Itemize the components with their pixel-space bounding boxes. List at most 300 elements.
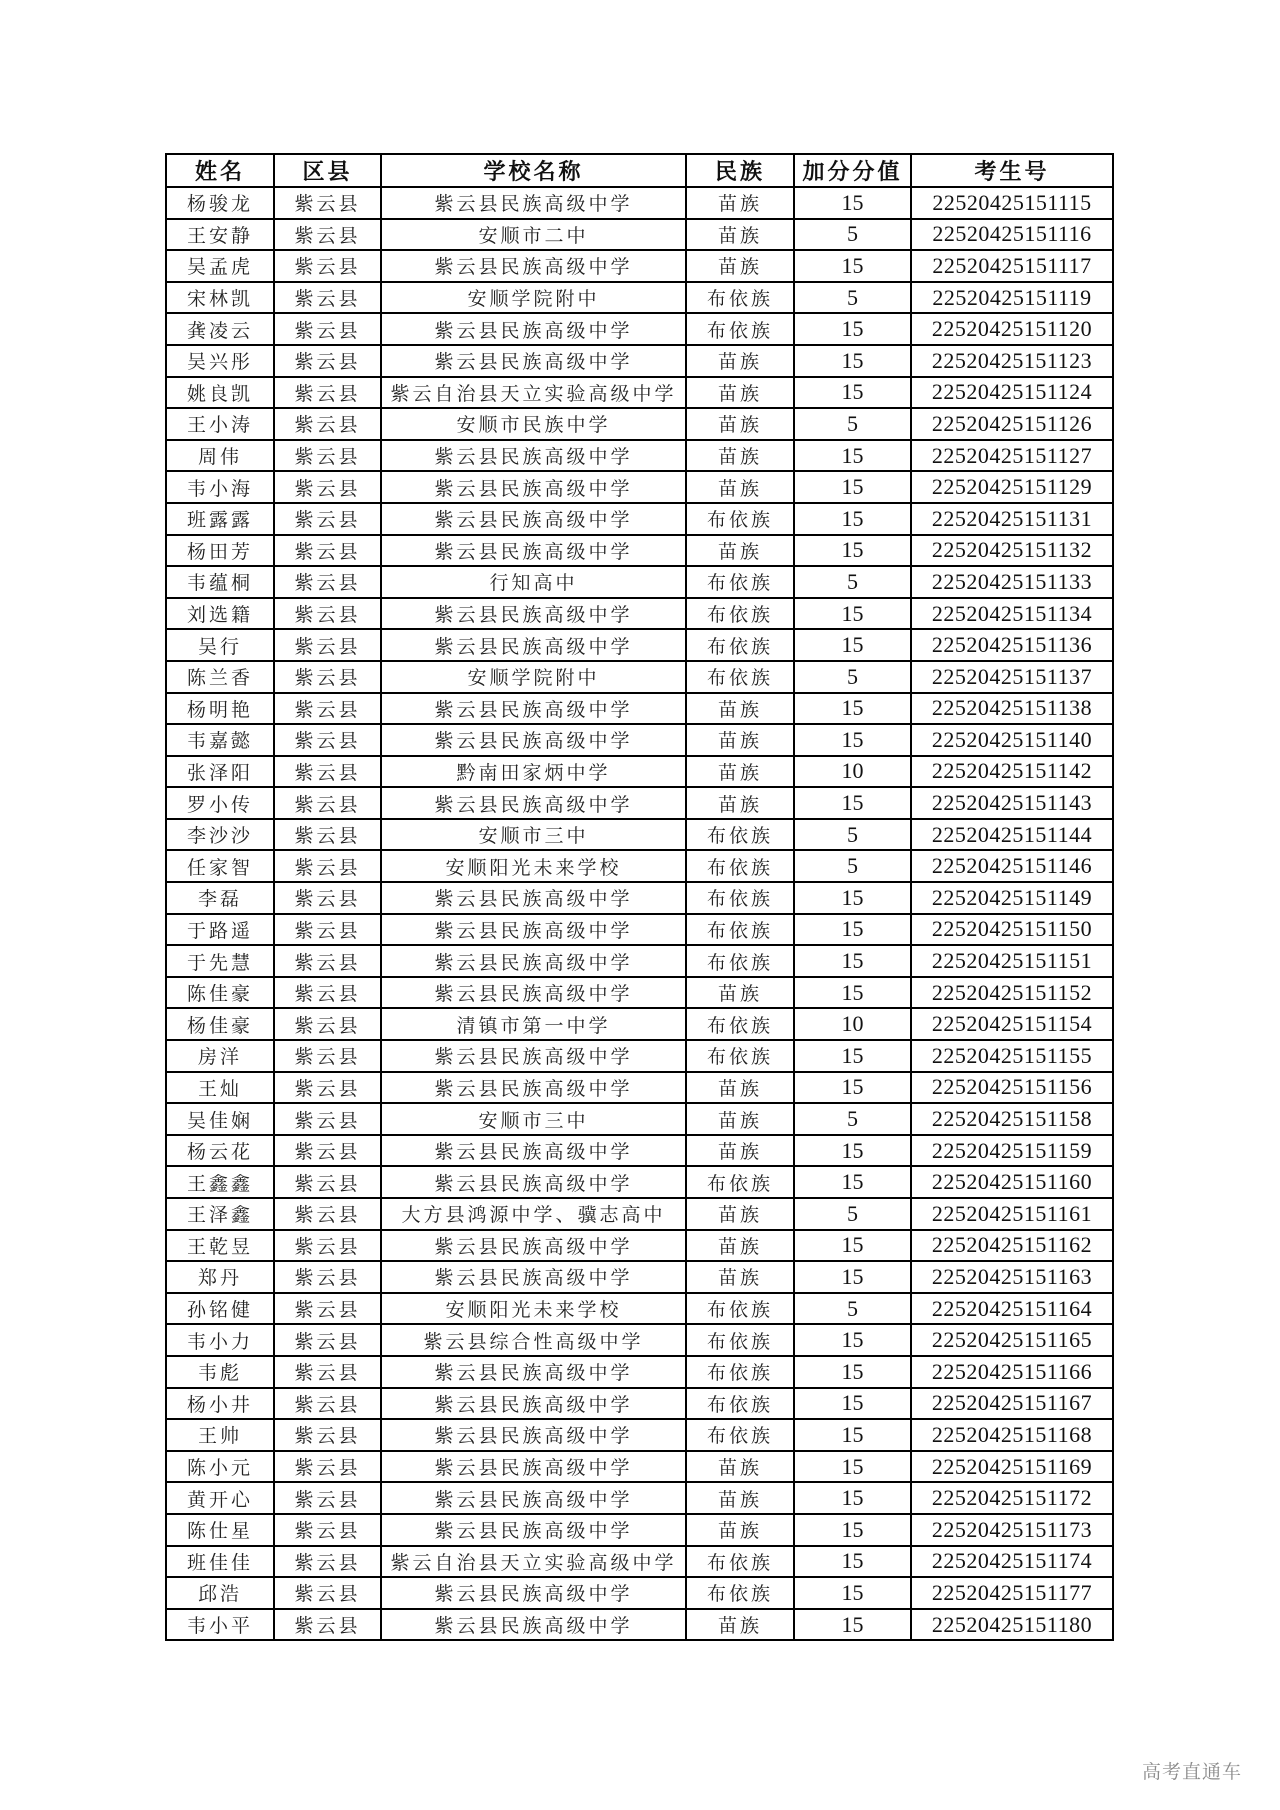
cell-ethnicity: 苗族 — [686, 1230, 794, 1262]
cell-bonus-points: 15 — [794, 945, 911, 977]
cell-bonus-points: 15 — [794, 1261, 911, 1293]
cell-exam-id: 22520425151177 — [911, 1577, 1113, 1609]
cell-school: 紫云县民族高级中学 — [381, 1040, 686, 1072]
cell-name: 杨小井 — [166, 1388, 274, 1420]
cell-district: 紫云县 — [274, 977, 381, 1009]
cell-district: 紫云县 — [274, 440, 381, 472]
table-row — [166, 882, 1113, 914]
cell-ethnicity: 苗族 — [686, 1103, 794, 1135]
cell-school: 紫云县民族高级中学 — [381, 1135, 686, 1167]
cell-bonus-points: 15 — [794, 1388, 911, 1420]
table-row — [166, 282, 1113, 314]
table-row — [166, 377, 1113, 409]
cell-exam-id: 22520425151169 — [911, 1451, 1113, 1483]
cell-school: 紫云县民族高级中学 — [381, 1230, 686, 1262]
cell-school: 紫云县民族高级中学 — [381, 1261, 686, 1293]
cell-exam-id: 22520425151138 — [911, 693, 1113, 725]
table-row — [166, 345, 1113, 377]
cell-bonus-points: 5 — [794, 661, 911, 693]
cell-bonus-points: 5 — [794, 408, 911, 440]
cell-ethnicity: 布依族 — [686, 1040, 794, 1072]
cell-bonus-points: 5 — [794, 282, 911, 314]
cell-ethnicity: 布依族 — [686, 1324, 794, 1356]
cell-school: 紫云县民族高级中学 — [381, 1482, 686, 1514]
cell-name: 邱浩 — [166, 1577, 274, 1609]
cell-name: 韦嘉懿 — [166, 724, 274, 756]
cell-school: 紫云县民族高级中学 — [381, 440, 686, 472]
cell-district: 紫云县 — [274, 1546, 381, 1578]
cell-bonus-points: 15 — [794, 1577, 911, 1609]
cell-school: 紫云县民族高级中学 — [381, 598, 686, 630]
cell-bonus-points: 15 — [794, 1482, 911, 1514]
cell-district: 紫云县 — [274, 408, 381, 440]
cell-school: 紫云县民族高级中学 — [381, 471, 686, 503]
table-row — [166, 661, 1113, 693]
header-district: 区县 — [274, 154, 381, 187]
cell-name: 吴孟虎 — [166, 250, 274, 282]
cell-district: 紫云县 — [274, 282, 381, 314]
cell-exam-id: 22520425151120 — [911, 313, 1113, 345]
cell-exam-id: 22520425151140 — [911, 724, 1113, 756]
cell-exam-id: 22520425151137 — [911, 661, 1113, 693]
table-row — [166, 1008, 1113, 1040]
cell-district: 紫云县 — [274, 1072, 381, 1104]
cell-name: 罗小传 — [166, 787, 274, 819]
table-row — [166, 1261, 1113, 1293]
cell-district: 紫云县 — [274, 756, 381, 788]
cell-bonus-points: 15 — [794, 1072, 911, 1104]
cell-bonus-points: 5 — [794, 219, 911, 251]
cell-exam-id: 22520425151168 — [911, 1419, 1113, 1451]
cell-name: 姚良凯 — [166, 377, 274, 409]
cell-ethnicity: 苗族 — [686, 1609, 794, 1641]
cell-name: 杨骏龙 — [166, 187, 274, 219]
cell-district: 紫云县 — [274, 250, 381, 282]
cell-school: 清镇市第一中学 — [381, 1008, 686, 1040]
cell-bonus-points: 15 — [794, 313, 911, 345]
cell-district: 紫云县 — [274, 1293, 381, 1325]
cell-exam-id: 22520425151155 — [911, 1040, 1113, 1072]
cell-exam-id: 22520425151127 — [911, 440, 1113, 472]
cell-district: 紫云县 — [274, 882, 381, 914]
cell-district: 紫云县 — [274, 1609, 381, 1641]
cell-school: 安顺市三中 — [381, 819, 686, 851]
cell-name: 王安静 — [166, 219, 274, 251]
cell-bonus-points: 15 — [794, 1135, 911, 1167]
table-row — [166, 408, 1113, 440]
cell-ethnicity: 苗族 — [686, 1482, 794, 1514]
cell-district: 紫云县 — [274, 693, 381, 725]
cell-bonus-points: 15 — [794, 598, 911, 630]
cell-school: 紫云县民族高级中学 — [381, 503, 686, 535]
cell-bonus-points: 15 — [794, 1230, 911, 1262]
cell-bonus-points: 15 — [794, 250, 911, 282]
cell-exam-id: 22520425151180 — [911, 1609, 1113, 1641]
cell-district: 紫云县 — [274, 566, 381, 598]
cell-exam-id: 22520425151124 — [911, 377, 1113, 409]
cell-district: 紫云县 — [274, 1482, 381, 1514]
cell-exam-id: 22520425151142 — [911, 756, 1113, 788]
cell-school: 紫云县民族高级中学 — [381, 882, 686, 914]
cell-school: 行知高中 — [381, 566, 686, 598]
cell-name: 杨田芳 — [166, 535, 274, 567]
bonus-points-table — [165, 153, 1114, 1641]
cell-district: 紫云县 — [274, 1166, 381, 1198]
cell-name: 韦小力 — [166, 1324, 274, 1356]
cell-bonus-points: 15 — [794, 187, 911, 219]
cell-school: 紫云县民族高级中学 — [381, 914, 686, 946]
cell-name: 房洋 — [166, 1040, 274, 1072]
cell-name: 王乾昱 — [166, 1230, 274, 1262]
cell-school: 紫云县民族高级中学 — [381, 1609, 686, 1641]
table-row — [166, 1103, 1113, 1135]
cell-district: 紫云县 — [274, 1451, 381, 1483]
cell-exam-id: 22520425151161 — [911, 1198, 1113, 1230]
cell-district: 紫云县 — [274, 1230, 381, 1262]
cell-district: 紫云县 — [274, 724, 381, 756]
table-row — [166, 313, 1113, 345]
cell-school: 安顺阳光未来学校 — [381, 850, 686, 882]
cell-exam-id: 22520425151117 — [911, 250, 1113, 282]
cell-district: 紫云县 — [274, 819, 381, 851]
cell-school: 黔南田家炳中学 — [381, 756, 686, 788]
cell-exam-id: 22520425151146 — [911, 850, 1113, 882]
cell-school: 安顺阳光未来学校 — [381, 1293, 686, 1325]
cell-school: 紫云县民族高级中学 — [381, 945, 686, 977]
cell-name: 张泽阳 — [166, 756, 274, 788]
table-row — [166, 1072, 1113, 1104]
cell-bonus-points: 15 — [794, 440, 911, 472]
cell-bonus-points: 15 — [794, 1451, 911, 1483]
table-row — [166, 787, 1113, 819]
cell-name: 王灿 — [166, 1072, 274, 1104]
cell-ethnicity: 苗族 — [686, 1135, 794, 1167]
table-row — [166, 1388, 1113, 1420]
cell-school: 安顺学院附中 — [381, 282, 686, 314]
table-row — [166, 1135, 1113, 1167]
cell-exam-id: 22520425151163 — [911, 1261, 1113, 1293]
cell-ethnicity: 布依族 — [686, 1356, 794, 1388]
table-row — [166, 756, 1113, 788]
cell-bonus-points: 5 — [794, 819, 911, 851]
table-row — [166, 1609, 1113, 1641]
cell-district: 紫云县 — [274, 1419, 381, 1451]
cell-district: 紫云县 — [274, 471, 381, 503]
cell-school: 紫云县民族高级中学 — [381, 724, 686, 756]
cell-name: 李磊 — [166, 882, 274, 914]
cell-district: 紫云县 — [274, 219, 381, 251]
cell-school: 紫云县民族高级中学 — [381, 187, 686, 219]
cell-name: 王泽鑫 — [166, 1198, 274, 1230]
cell-ethnicity: 布依族 — [686, 1546, 794, 1578]
cell-name: 韦蕴桐 — [166, 566, 274, 598]
cell-exam-id: 22520425151159 — [911, 1135, 1113, 1167]
cell-ethnicity: 布依族 — [686, 313, 794, 345]
cell-name: 杨佳豪 — [166, 1008, 274, 1040]
table-row — [166, 187, 1113, 219]
cell-ethnicity: 布依族 — [686, 1008, 794, 1040]
cell-exam-id: 22520425151134 — [911, 598, 1113, 630]
cell-ethnicity: 苗族 — [686, 693, 794, 725]
cell-bonus-points: 15 — [794, 503, 911, 535]
cell-exam-id: 22520425151154 — [911, 1008, 1113, 1040]
cell-district: 紫云县 — [274, 945, 381, 977]
cell-ethnicity: 布依族 — [686, 566, 794, 598]
cell-ethnicity: 布依族 — [686, 598, 794, 630]
cell-ethnicity: 布依族 — [686, 661, 794, 693]
cell-bonus-points: 15 — [794, 977, 911, 1009]
cell-district: 紫云县 — [274, 1135, 381, 1167]
cell-district: 紫云县 — [274, 535, 381, 567]
cell-bonus-points: 5 — [794, 566, 911, 598]
cell-exam-id: 22520425151126 — [911, 408, 1113, 440]
cell-name: 韦小平 — [166, 1609, 274, 1641]
cell-school: 紫云县民族高级中学 — [381, 1577, 686, 1609]
cell-name: 杨明艳 — [166, 693, 274, 725]
cell-ethnicity: 布依族 — [686, 1293, 794, 1325]
cell-ethnicity: 苗族 — [686, 471, 794, 503]
table-row — [166, 1040, 1113, 1072]
cell-ethnicity: 布依族 — [686, 882, 794, 914]
cell-school: 紫云县民族高级中学 — [381, 313, 686, 345]
cell-bonus-points: 15 — [794, 787, 911, 819]
cell-school: 紫云县民族高级中学 — [381, 1514, 686, 1546]
cell-ethnicity: 苗族 — [686, 1261, 794, 1293]
cell-name: 吴兴彤 — [166, 345, 274, 377]
cell-name: 任家智 — [166, 850, 274, 882]
cell-school: 紫云县民族高级中学 — [381, 250, 686, 282]
cell-name: 李沙沙 — [166, 819, 274, 851]
cell-name: 杨云花 — [166, 1135, 274, 1167]
cell-ethnicity: 布依族 — [686, 1419, 794, 1451]
cell-exam-id: 22520425151129 — [911, 471, 1113, 503]
cell-name: 黄开心 — [166, 1482, 274, 1514]
cell-exam-id: 22520425151151 — [911, 945, 1113, 977]
cell-district: 紫云县 — [274, 1198, 381, 1230]
cell-bonus-points: 5 — [794, 1198, 911, 1230]
cell-bonus-points: 15 — [794, 882, 911, 914]
cell-exam-id: 22520425151144 — [911, 819, 1113, 851]
table-row — [166, 1419, 1113, 1451]
cell-ethnicity: 布依族 — [686, 819, 794, 851]
cell-district: 紫云县 — [274, 1577, 381, 1609]
cell-exam-id: 22520425151150 — [911, 914, 1113, 946]
cell-ethnicity: 布依族 — [686, 945, 794, 977]
cell-exam-id: 22520425151136 — [911, 629, 1113, 661]
cell-exam-id: 22520425151133 — [911, 566, 1113, 598]
cell-exam-id: 22520425151132 — [911, 535, 1113, 567]
cell-district: 紫云县 — [274, 850, 381, 882]
cell-district: 紫云县 — [274, 377, 381, 409]
cell-ethnicity: 苗族 — [686, 756, 794, 788]
table-row — [166, 1356, 1113, 1388]
cell-name: 于路遥 — [166, 914, 274, 946]
cell-school: 紫云县民族高级中学 — [381, 787, 686, 819]
watermark: 高考直通车 — [1142, 1761, 1243, 1783]
cell-district: 紫云县 — [274, 187, 381, 219]
table-row — [166, 1546, 1113, 1578]
cell-district: 紫云县 — [274, 1103, 381, 1135]
cell-bonus-points: 15 — [794, 471, 911, 503]
cell-name: 于先慧 — [166, 945, 274, 977]
cell-ethnicity: 苗族 — [686, 440, 794, 472]
cell-district: 紫云县 — [274, 1356, 381, 1388]
cell-ethnicity: 苗族 — [686, 377, 794, 409]
cell-school: 紫云县民族高级中学 — [381, 1166, 686, 1198]
cell-bonus-points: 15 — [794, 1324, 911, 1356]
cell-district: 紫云县 — [274, 1388, 381, 1420]
cell-school: 安顺学院附中 — [381, 661, 686, 693]
cell-bonus-points: 15 — [794, 724, 911, 756]
cell-ethnicity: 布依族 — [686, 629, 794, 661]
table-row — [166, 1451, 1113, 1483]
cell-exam-id: 22520425151174 — [911, 1546, 1113, 1578]
cell-school: 紫云自治县天立实验高级中学 — [381, 1546, 686, 1578]
cell-exam-id: 22520425151152 — [911, 977, 1113, 1009]
cell-exam-id: 22520425151131 — [911, 503, 1113, 535]
table-row — [166, 1482, 1113, 1514]
cell-name: 吴行 — [166, 629, 274, 661]
table-row — [166, 535, 1113, 567]
cell-bonus-points: 15 — [794, 1546, 911, 1578]
cell-exam-id: 22520425151115 — [911, 187, 1113, 219]
cell-district: 紫云县 — [274, 1514, 381, 1546]
table-row — [166, 693, 1113, 725]
table-row — [166, 1166, 1113, 1198]
cell-exam-id: 22520425151160 — [911, 1166, 1113, 1198]
cell-ethnicity: 布依族 — [686, 850, 794, 882]
cell-name: 吴佳娴 — [166, 1103, 274, 1135]
table-row — [166, 1577, 1113, 1609]
table-row — [166, 724, 1113, 756]
cell-school: 紫云县民族高级中学 — [381, 1419, 686, 1451]
cell-name: 郑丹 — [166, 1261, 274, 1293]
cell-school: 紫云县民族高级中学 — [381, 345, 686, 377]
cell-name: 王帅 — [166, 1419, 274, 1451]
cell-name: 班佳佳 — [166, 1546, 274, 1578]
cell-school: 安顺市二中 — [381, 219, 686, 251]
cell-district: 紫云县 — [274, 598, 381, 630]
cell-school: 紫云县民族高级中学 — [381, 977, 686, 1009]
table-row — [166, 914, 1113, 946]
cell-ethnicity: 布依族 — [686, 1388, 794, 1420]
cell-bonus-points: 15 — [794, 1609, 911, 1641]
cell-exam-id: 22520425151149 — [911, 882, 1113, 914]
table-row — [166, 629, 1113, 661]
table-row — [166, 977, 1113, 1009]
table-row — [166, 471, 1113, 503]
cell-exam-id: 22520425151165 — [911, 1324, 1113, 1356]
cell-district: 紫云县 — [274, 629, 381, 661]
cell-district: 紫云县 — [274, 1008, 381, 1040]
cell-bonus-points: 5 — [794, 850, 911, 882]
cell-exam-id: 22520425151158 — [911, 1103, 1113, 1135]
header-bonus-points: 加分分值 — [794, 154, 911, 187]
header-ethnicity: 民族 — [686, 154, 794, 187]
cell-name: 王鑫鑫 — [166, 1166, 274, 1198]
cell-exam-id: 22520425151173 — [911, 1514, 1113, 1546]
cell-name: 陈仕星 — [166, 1514, 274, 1546]
cell-district: 紫云县 — [274, 1324, 381, 1356]
table-row — [166, 250, 1113, 282]
table-row — [166, 598, 1113, 630]
cell-bonus-points: 10 — [794, 1008, 911, 1040]
cell-school: 紫云自治县天立实验高级中学 — [381, 377, 686, 409]
cell-ethnicity: 布依族 — [686, 282, 794, 314]
cell-name: 龚凌云 — [166, 313, 274, 345]
cell-name: 韦小海 — [166, 471, 274, 503]
cell-bonus-points: 15 — [794, 377, 911, 409]
cell-bonus-points: 15 — [794, 1040, 911, 1072]
cell-school: 紫云县民族高级中学 — [381, 1356, 686, 1388]
cell-exam-id: 22520425151162 — [911, 1230, 1113, 1262]
table-row — [166, 1514, 1113, 1546]
table-row — [166, 219, 1113, 251]
header-name: 姓名 — [166, 154, 274, 187]
cell-school: 紫云县民族高级中学 — [381, 1451, 686, 1483]
cell-name: 刘选籍 — [166, 598, 274, 630]
cell-exam-id: 22520425151143 — [911, 787, 1113, 819]
cell-exam-id: 22520425151119 — [911, 282, 1113, 314]
cell-district: 紫云县 — [274, 787, 381, 819]
cell-exam-id: 22520425151164 — [911, 1293, 1113, 1325]
table-row — [166, 503, 1113, 535]
cell-bonus-points: 10 — [794, 756, 911, 788]
cell-exam-id: 22520425151166 — [911, 1356, 1113, 1388]
cell-bonus-points: 15 — [794, 1419, 911, 1451]
table-row — [166, 1324, 1113, 1356]
table-row — [166, 819, 1113, 851]
cell-ethnicity: 苗族 — [686, 535, 794, 567]
table-row — [166, 945, 1113, 977]
table-row — [166, 440, 1113, 472]
cell-ethnicity: 苗族 — [686, 219, 794, 251]
cell-bonus-points: 15 — [794, 914, 911, 946]
cell-bonus-points: 15 — [794, 345, 911, 377]
table-row — [166, 1198, 1113, 1230]
cell-ethnicity: 苗族 — [686, 977, 794, 1009]
cell-school: 紫云县综合性高级中学 — [381, 1324, 686, 1356]
cell-exam-id: 22520425151167 — [911, 1388, 1113, 1420]
cell-name: 陈佳豪 — [166, 977, 274, 1009]
cell-district: 紫云县 — [274, 313, 381, 345]
cell-ethnicity: 苗族 — [686, 787, 794, 819]
cell-name: 陈兰香 — [166, 661, 274, 693]
cell-ethnicity: 苗族 — [686, 1451, 794, 1483]
cell-ethnicity: 苗族 — [686, 1514, 794, 1546]
cell-name: 班露露 — [166, 503, 274, 535]
header-school: 学校名称 — [381, 154, 686, 187]
cell-school: 安顺市民族中学 — [381, 408, 686, 440]
cell-name: 王小涛 — [166, 408, 274, 440]
cell-district: 紫云县 — [274, 661, 381, 693]
score-bonus-table-sheet — [165, 153, 1112, 1641]
table-row — [166, 1293, 1113, 1325]
cell-bonus-points: 15 — [794, 693, 911, 725]
cell-ethnicity: 苗族 — [686, 187, 794, 219]
cell-school: 紫云县民族高级中学 — [381, 629, 686, 661]
cell-ethnicity: 布依族 — [686, 1577, 794, 1609]
cell-bonus-points: 15 — [794, 1166, 911, 1198]
table-header-row — [166, 154, 1113, 187]
cell-name: 韦彪 — [166, 1356, 274, 1388]
cell-school: 紫云县民族高级中学 — [381, 693, 686, 725]
cell-exam-id: 22520425151156 — [911, 1072, 1113, 1104]
cell-bonus-points: 15 — [794, 1356, 911, 1388]
cell-district: 紫云县 — [274, 1261, 381, 1293]
cell-ethnicity: 苗族 — [686, 1072, 794, 1104]
cell-name: 周伟 — [166, 440, 274, 472]
